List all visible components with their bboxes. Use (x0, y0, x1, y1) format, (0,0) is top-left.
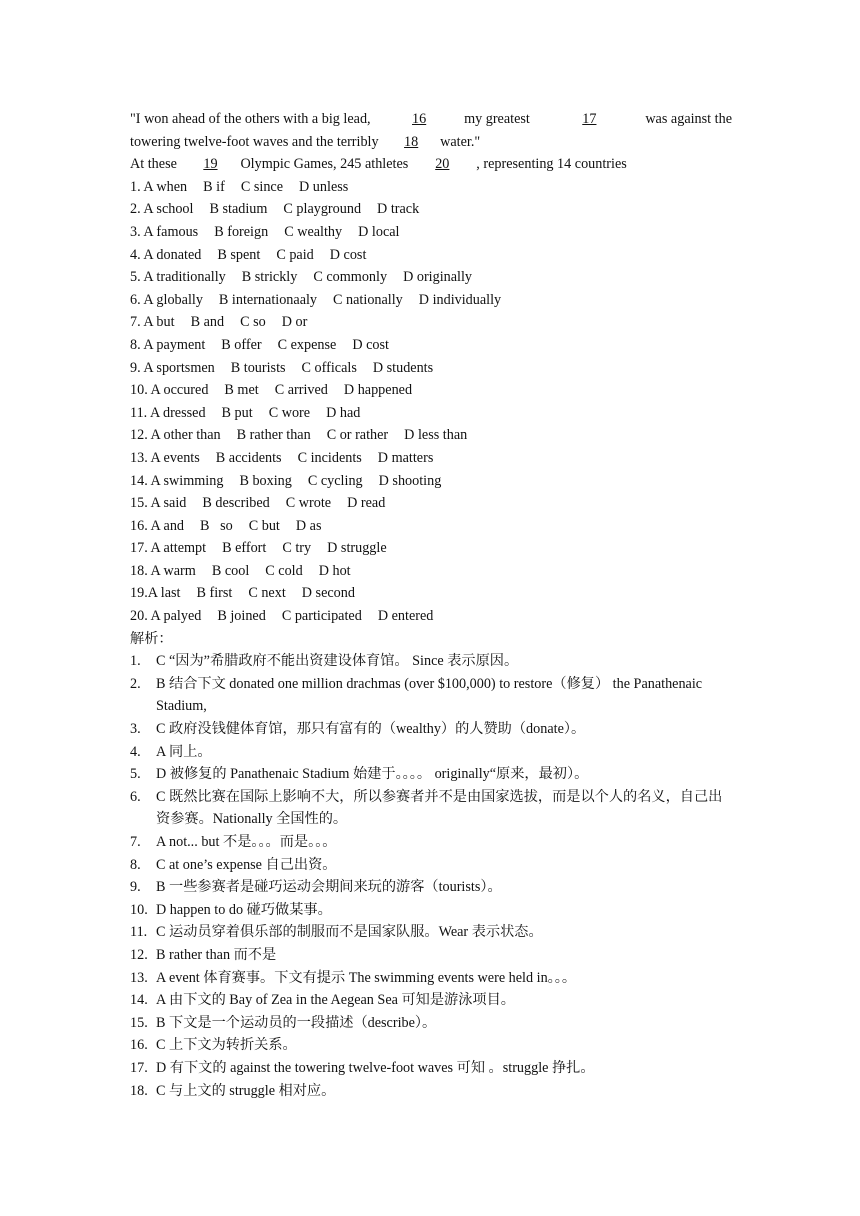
answer-number: 13. (130, 969, 148, 986)
question-number: 2. A (130, 201, 153, 218)
answer-text: C at one’s expense 自己出资。 (156, 856, 337, 873)
question-number: 15. A (130, 495, 160, 512)
question-option: C try (282, 540, 312, 557)
question-option: D entered (377, 608, 434, 625)
question-option: B internationaaly (218, 291, 318, 308)
answer-item (130, 741, 732, 764)
question-option: C paid (276, 246, 314, 263)
question-number: 11. A (130, 404, 160, 421)
answer-item (130, 899, 732, 922)
answer-number: 10. (130, 901, 148, 918)
question-option: D matters (377, 449, 434, 466)
answer-number: 17. (130, 1059, 148, 1076)
blank-17: 17 (582, 111, 597, 127)
question-option: B foreign (214, 223, 269, 240)
answer-item (130, 989, 732, 1012)
answer-item (130, 718, 732, 741)
question-option: C participated (281, 608, 362, 625)
answer-text: C 上下文为转折关系。 (156, 1037, 297, 1054)
answer-text: A 由下文的 Bay of Zea in the Aegean Sea 可知是游泳项目。 (156, 992, 515, 1009)
answer-text: A 同上。 (156, 743, 212, 760)
passage-text: my greatest (464, 111, 534, 127)
passage-line-2 (130, 131, 732, 154)
analysis-heading: 解析： (130, 630, 173, 647)
answer-number: 5. (130, 766, 141, 783)
answer-text: D 有下文的 against the towering twelve-foot waves 可知 。struggle 挣扎。 (156, 1059, 595, 1076)
question-option: B first (196, 585, 233, 602)
answer-number: 11. (130, 924, 148, 941)
question-option: B put (221, 404, 253, 421)
question-item (130, 357, 732, 380)
answer-number: 14. (130, 992, 148, 1009)
answer-text: A not... but 不是。。。而是。。。 (156, 834, 337, 850)
answer-item (130, 1012, 732, 1035)
answer-text: C “因为”希腊政府不能出资建设体育馆。 Since 表示原因。 (156, 653, 519, 670)
question-option: D had (326, 404, 361, 421)
answer-number: 9. (130, 879, 141, 896)
answer-item (130, 854, 732, 877)
answer-text: D 被修复的 Panathenaic Stadium 始建于。。。。 originally“原来，最初）。 (156, 766, 589, 783)
question-option: payment (156, 336, 206, 353)
question-option: C cold (265, 562, 303, 579)
answer-number: 3. (130, 721, 141, 738)
passage-text: was against the (645, 111, 732, 127)
question-option: B so (200, 517, 233, 534)
question-option: C arrived (274, 382, 328, 399)
question-number: 17. A (130, 540, 160, 557)
answer-number: 6. (130, 788, 141, 805)
answer-item (130, 831, 732, 854)
question-option: D unless (299, 178, 349, 195)
question-option: D less than (404, 427, 468, 444)
passage-line-1 (130, 108, 732, 131)
question-item (130, 176, 732, 199)
answer-item (130, 921, 732, 944)
answer-text: C 与上文的 struggle 相对应。 (156, 1082, 336, 1099)
question-option: B boxing (239, 472, 292, 489)
answer-item (130, 944, 732, 967)
answer-item (130, 786, 732, 831)
question-option: C incidents (297, 449, 362, 466)
passage-text: Olympic Games, 245 athletes (240, 156, 409, 173)
document-page (130, 108, 732, 1102)
question-option: swimming (163, 472, 224, 489)
passage-text: , representing 14 countries (476, 156, 627, 173)
question-option: B met (224, 382, 259, 399)
question-item (130, 244, 732, 267)
question-option: C wore (268, 404, 311, 421)
question-item (130, 266, 732, 289)
question-option: C nationally (333, 291, 403, 308)
question-number: 4. A (130, 246, 153, 263)
answer-text: B 一些参赛者是碰巧运动会期间来玩的游客（tourists）。 (156, 879, 502, 896)
question-option: sportsmen (156, 359, 215, 376)
question-option: when (156, 178, 188, 195)
question-number: 7. A (130, 314, 153, 331)
answer-text: A event 体育赛事。下文有提示 The swimming events were held in。。。 (156, 969, 577, 986)
question-item (130, 311, 732, 334)
passage-line-3 (130, 153, 732, 176)
question-number: 3. A (130, 223, 153, 240)
question-option: B strickly (241, 269, 298, 286)
question-option: B offer (221, 336, 262, 353)
question-option: B spent (217, 246, 261, 263)
answer-text: C 政府没钱健体育馆，那只有富有的（wealthy）的人赞助（donate）。 (156, 721, 586, 738)
question-item (130, 560, 732, 583)
answer-number: 8. (130, 856, 141, 873)
passage-text: At these (130, 156, 181, 173)
question-option: D cost (329, 246, 367, 263)
question-option: B rather than (236, 427, 311, 444)
question-number: 18. A (130, 562, 160, 579)
question-option: C cycling (307, 472, 363, 489)
question-option: attempt (163, 540, 207, 557)
question-option: C but (248, 517, 280, 534)
question-item (130, 198, 732, 221)
question-option: B joined (217, 608, 266, 625)
question-option: warm (163, 562, 196, 579)
question-number: 10. A (130, 382, 160, 399)
question-option: palyed (163, 608, 202, 625)
answer-text: C 运动员穿着俱乐部的制服而不是国家队服。Wear 表示状态。 (156, 924, 543, 941)
passage-text: towering twelve-foot waves and the terribly (130, 133, 383, 150)
answer-item (130, 1034, 732, 1057)
blank-19: 19 (203, 156, 218, 173)
question-option: C so (240, 314, 266, 331)
question-option: D as (295, 517, 322, 534)
answer-number: 12. (130, 946, 148, 963)
question-option: D happened (343, 382, 413, 399)
question-item (130, 582, 732, 605)
blank-16: 16 (412, 111, 427, 127)
question-option: C playground (283, 201, 362, 218)
question-number: 8. A (130, 336, 153, 353)
question-number: 13. A (130, 449, 160, 466)
answer-item (130, 876, 732, 899)
question-option: D struggle (327, 540, 387, 557)
question-option: C next (248, 585, 286, 602)
question-number: 19.A (130, 585, 158, 602)
answer-item (130, 1080, 732, 1103)
question-number: 12. A (130, 427, 160, 444)
question-option: B tourists (230, 359, 286, 376)
answer-item (130, 650, 732, 673)
question-option: D track (377, 201, 420, 218)
question-option: D students (372, 359, 434, 376)
question-item (130, 221, 732, 244)
question-number: 9. A (130, 359, 153, 376)
answer-number: 15. (130, 1014, 148, 1031)
question-option: D local (358, 223, 400, 240)
answer-item (130, 967, 732, 990)
question-option: D second (301, 585, 355, 602)
question-option: donated (156, 246, 202, 263)
answer-item (130, 673, 732, 718)
question-option: C expense (277, 336, 337, 353)
question-option: D or (281, 314, 308, 331)
answer-text: D happen to do 碰巧做某事。 (156, 901, 332, 918)
question-option: C or rather (326, 427, 389, 444)
question-option: B described (202, 495, 270, 512)
question-option: C commonly (313, 269, 388, 286)
answer-number: 2. (130, 675, 141, 692)
question-item (130, 605, 732, 628)
question-number: 5. A (130, 269, 153, 286)
question-item (130, 447, 732, 470)
question-option: D originally (403, 269, 473, 286)
question-item (130, 515, 732, 538)
question-option: but (156, 314, 175, 331)
blank-18: 18 (404, 133, 419, 150)
question-option: B cool (211, 562, 250, 579)
question-option: dressed (162, 404, 206, 421)
question-item (130, 470, 732, 493)
answer-number: 16. (130, 1037, 148, 1054)
question-option: B stadium (209, 201, 268, 218)
question-option: last (160, 585, 181, 602)
answer-text: B 结合下文 donated one million drachmas (over $100,000) to restore（修复） the Panathenaic Stadium, (156, 675, 703, 715)
question-number: 1. A (130, 178, 153, 195)
answer-number: 7. (130, 834, 141, 850)
question-option: and (163, 517, 185, 534)
question-option: other than (163, 427, 221, 444)
question-item (130, 537, 732, 560)
question-option: C wrote (285, 495, 332, 512)
question-option: D cost (352, 336, 389, 353)
question-option: B and (190, 314, 225, 331)
question-option: events (163, 449, 200, 466)
answer-item (130, 1057, 732, 1080)
answer-number: 1. (130, 653, 141, 670)
question-option: C wealthy (284, 223, 343, 240)
answer-list (130, 650, 732, 1102)
question-number: 6. A (130, 291, 153, 308)
answer-text: B 下文是一个运动员的一段描述（describe）。 (156, 1014, 437, 1031)
question-option: B accidents (215, 449, 282, 466)
question-list (130, 176, 732, 628)
question-number: 14. A (130, 472, 160, 489)
question-item (130, 289, 732, 312)
question-number: 16. A (130, 517, 160, 534)
question-item (130, 334, 732, 357)
question-option: traditionally (156, 269, 226, 286)
question-option: famous (156, 223, 199, 240)
question-item (130, 379, 732, 402)
question-option: C officals (301, 359, 357, 376)
question-option: globally (156, 291, 203, 308)
question-item (130, 402, 732, 425)
passage-text: water." (440, 133, 481, 150)
passage-text: "I won ahead of the others with a big lead, (130, 111, 375, 127)
question-option: occured (163, 382, 209, 399)
question-option: D individually (418, 291, 502, 308)
question-option: D hot (318, 562, 351, 579)
answer-item (130, 763, 732, 786)
question-option: D shooting (378, 472, 442, 489)
question-number: 20. A (130, 608, 160, 625)
question-option: school (156, 201, 194, 218)
question-item (130, 424, 732, 447)
answer-number: 18. (130, 1082, 148, 1099)
question-option: D read (347, 495, 386, 512)
question-option: B if (203, 178, 225, 195)
answer-number: 4. (130, 743, 141, 760)
blank-20: 20 (435, 156, 450, 173)
question-option: said (163, 495, 187, 512)
answer-text: C 既然比赛在国际上影响不大，所以参赛者并不是由国家选拔，而是以个人的名义，自己出资参赛。Nationally 全国性的。 (156, 788, 723, 828)
question-option: C since (240, 178, 284, 195)
question-item (130, 492, 732, 515)
answer-text: B rather than 而不是 (156, 946, 277, 963)
question-option: B effort (222, 540, 267, 557)
